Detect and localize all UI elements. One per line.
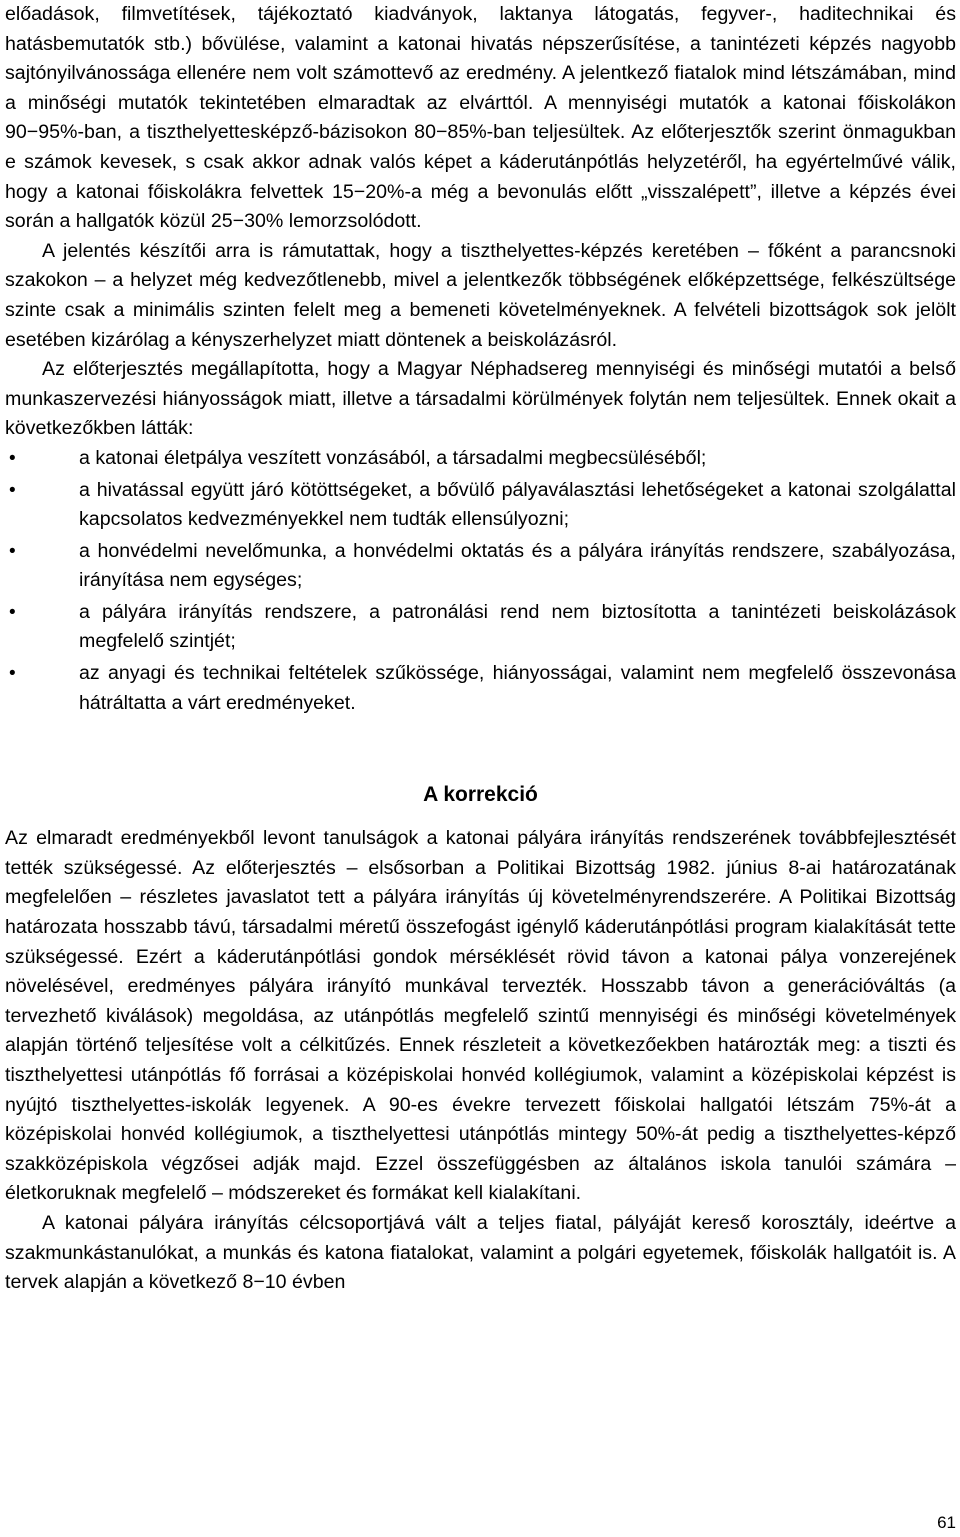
list-item-text: az anyagi és technikai feltételek szűkössége, hiányosságai, valamint nem megfelelő összevonása hátráltatta a várt eredményeket. bbox=[79, 662, 956, 714]
list-item bbox=[5, 444, 956, 474]
section-title: A korrekció bbox=[423, 783, 538, 807]
paragraph-proposal-findings: Az előterjesztés megállapította, hogy a Magyar Néphadsereg mennyiségi és minőségi mutatói a belső munkaszervezési hiányosságok miatt, illetve a társadalmi körülmények folytán nem teljesültek. Ennek okait a következőkben látták: bbox=[5, 358, 956, 440]
paragraph-intro-continuation: előadások, filmvetítések, tájékoztató kiadványok, laktanya látogatás, fegyver-, haditechnikai és hatásbemutatók stb.) bővülése, valamint a katonai hivatás népszerűsítése, a tanintézeti képzés nagyobb sajtónyilvánossága ellenére nem volt számottevő az eredmény. A jelentkező fiatalok mind létszámában, mind a minőségi mutatók tekintetében elmaradtak az elvárttól. A mennyiségi mutatók a katonai főiskolákon 90−95%-ban, a tiszthelyettesképző-bázisokon 80−85%-ban teljesültek. Az előterjesztők szerint önmagukban e számok kevesek, s csak akkor adnak valós képet a káderutánpótlás helyzetéről, ha egyértelművé válik, hogy a katonai főiskolákra felvettek 15−20%-a még a bevonulás előtt „visszalépett”, illetve a képzés évei során a hallgatók közül 25−30% lemorzsolódott. bbox=[5, 3, 956, 233]
list-item-text: a hivatással együtt járó kötöttségeket, a bővülő pályaválasztási lehetőségeket a katonai szolgálattal kapcsolatos kedvezményekkel nem tudták ellensúlyozni; bbox=[79, 478, 956, 531]
list-item bbox=[5, 659, 956, 718]
bullet-icon: • bbox=[9, 447, 16, 469]
bullet-icon: • bbox=[9, 601, 16, 623]
bullet-icon: • bbox=[9, 540, 16, 562]
bullet-icon: • bbox=[9, 663, 16, 685]
list-item-text: a honvédelmi nevelőmunka, a honvédelmi oktatás és a pályára irányítás rendszere, szabályozása, irányítása nem egységes; bbox=[79, 539, 956, 592]
list-item-text: a katonai életpálya veszített vonzásából, a társadalmi megbecsüléséből; bbox=[79, 446, 707, 469]
list-item bbox=[5, 476, 956, 535]
page-number: 61 bbox=[937, 1513, 956, 1532]
paragraph-correction-main: Az elmaradt eredményekből levont tanulságok a katonai pályára irányítás rendszerének továbbfejlesztését tették szükségessé. Az előterjesztés ‒ elsősorban a Politikai Bizottság 1982. június 8-ai határozatának megfelelően ‒ részletes javaslatot tett a pályára irányítás új követelményrendszerére. A Politikai Bizottság határozata hosszabb távú, társadalmi méretű összefogást igénylő káderutánpótlási program kialakítását tette szükségessé. Ezért a káderutánpótlási gondok mérséklését rövid távon a katonai pálya vonzerejének növelésével, eredményes pályára irányító munkával tervezték. Hosszabb távon a generációváltás (a tervezhető kiválások) megoldása, az utánpótlás megfelelő szintű mennyiségi és minőségi követelmények alapján történő teljesítése volt a célkitűzés. Ennek részleteit a következőekben határozták meg: a tiszti és tiszthelyettesi utánpótlás fő forrásai a középiskolai honvéd kollégiumok, valamint a középiskolai képzést is nyújtó tiszthelyettes-iskolák legyenek. A 90-es évekre tervezett főiskolai hallgatói létszám 75%-át a középiskolai honvéd kollégiumok, a tiszthelyettesi utánpótlás mintegy 50%-át pedig a tiszthelyettes-képző szakközépiskola végzősei adják majd. Ezzel összefüggésben az általános iskola tanulói számára ‒ életkoruknak megfelelő ‒ módszereket és formákat kell kialakítani. bbox=[5, 827, 956, 1205]
list-item bbox=[5, 598, 956, 657]
section-spacer bbox=[5, 720, 956, 780]
paragraph-nco-training: A jelentés készítői arra is rámutattak, hogy a tiszthelyettes-képzés keretében ‒ főként a parancsnoki szakokon ‒ a helyzet még kedvezőtlenebb, mivel a jelentkezők többségének előképzettsége, felkészültsége szinte csak a minimális szinten felelt meg a bemeneti követelményeknek. A felvételi bizottságok sok jelölt esetében kizárólag a kényszerhelyzet miatt döntenek a beiskolázásról. bbox=[5, 239, 956, 351]
list-item bbox=[5, 537, 956, 596]
bullet-icon: • bbox=[9, 479, 16, 501]
reasons-list bbox=[5, 444, 956, 718]
document-page bbox=[5, 0, 956, 1298]
section-spacer bbox=[5, 810, 956, 824]
paragraph-target-group: A katonai pályára irányítás célcsoportjává vált a teljes fiatal, pályáját kereső korosztály, ideértve a szakmunkástanulókat, a munkás és katona fiatalokat, valamint a polgári egyetemek, főiskolák hallgatóit is. A tervek alapján a következő 8−10 évben bbox=[5, 1211, 956, 1294]
list-item-text: a pályára irányítás rendszere, a patronálási rend nem biztosította a tanintézeti beiskolázások megfelelő szintjét; bbox=[79, 600, 956, 653]
